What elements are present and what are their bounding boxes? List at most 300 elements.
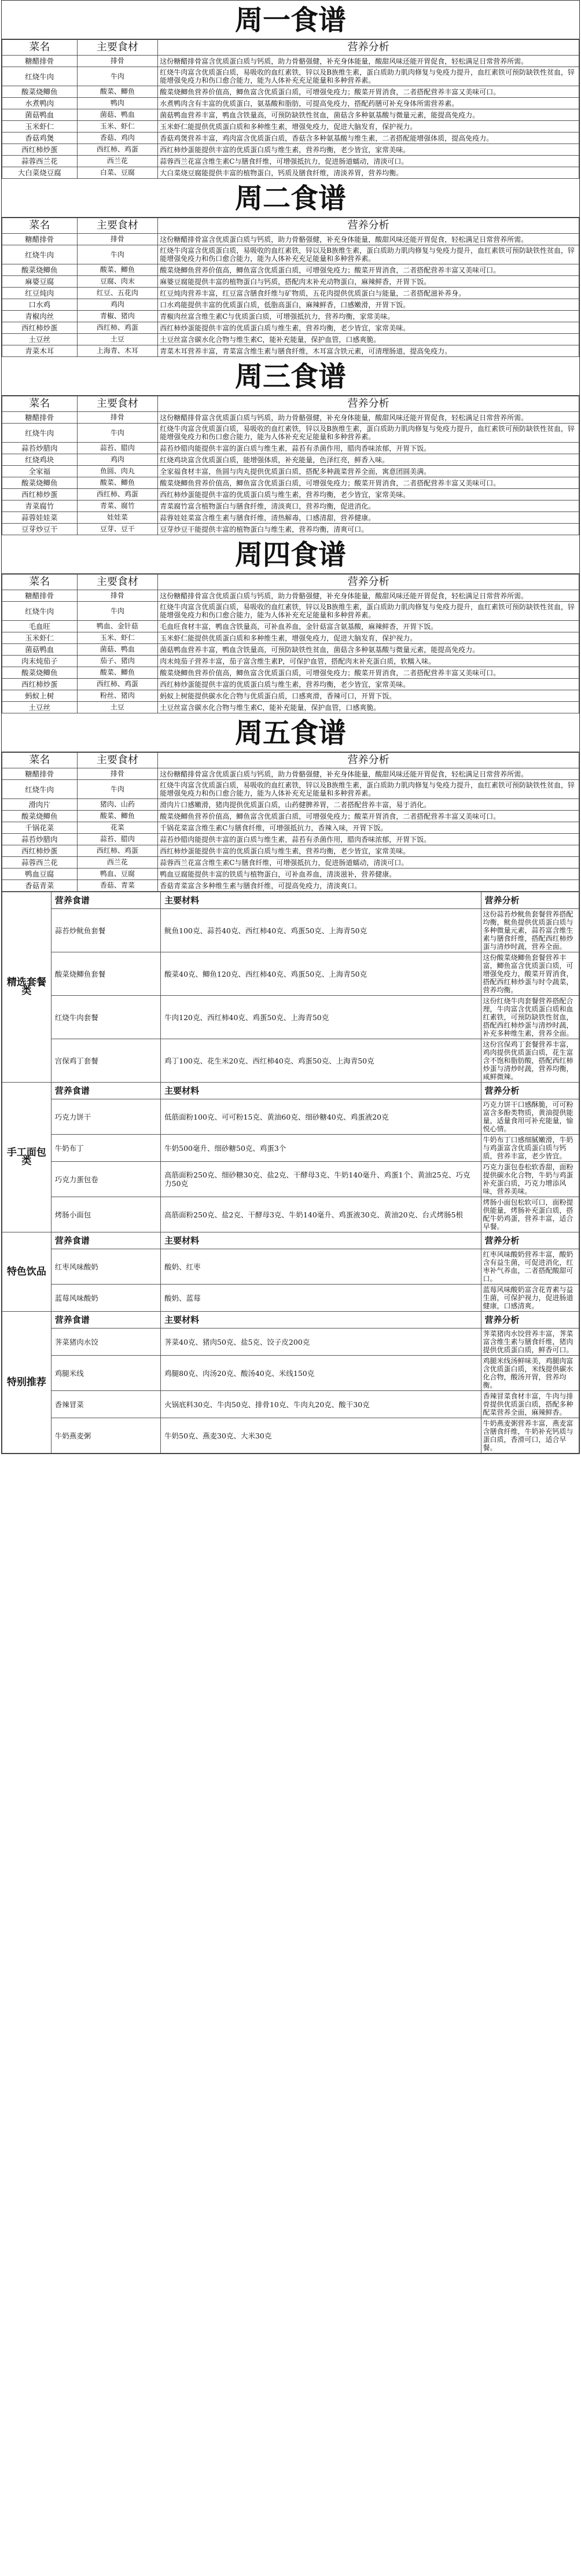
table-row (2, 322, 579, 334)
main-ingredients: 西兰花 (77, 156, 158, 167)
main-ingredients: 排骨 (77, 768, 158, 780)
recipe-analysis: 鸡腿米线汤鲜味美，鸡腿肉富含优质蛋白质，米线提供碳水化合物，酸汤开胃，营养均衡。 (481, 1356, 579, 1391)
nutrition-analysis: 蒜蓉西兰花富含维生素C与膳食纤维，可增强抵抗力，促进肠道蠕动，清淡可口。 (158, 156, 579, 167)
recipe-analysis: 这份酸菜烧鲫鱼套餐营养丰富，鲫鱼富含优质蛋白质，可增强免疫力，酸菜开胃消食，搭配西红柿炒蛋与时令蔬菜，营养均衡。 (481, 952, 579, 996)
main-ingredients: 蒜苔、腊肉 (77, 443, 158, 454)
table-row (2, 857, 579, 869)
dish-name: 红烧牛肉 (2, 67, 78, 86)
table-row (2, 1285, 579, 1312)
recipe-materials: 火锅底料30克、牛肉50克、排骨10克、牛肉丸20克、酸干30克 (161, 1391, 481, 1418)
table-row (2, 632, 579, 644)
recipe-name: 蒜苔炒鱿鱼套餐 (51, 909, 160, 952)
recipe-name: 红烧牛肉套餐 (51, 996, 160, 1039)
main-ingredients: 西兰花 (77, 857, 158, 869)
table-row (2, 412, 579, 424)
nutrition-analysis: 酸菜烧鲫鱼营养价值高，鲫鱼富含优质蛋白质，可增强免疫力；酸菜开胃消食，二者搭配营养丰富又美味可口。 (158, 477, 579, 489)
dish-name: 红烧鸡块 (2, 454, 78, 466)
table-row (2, 644, 579, 656)
nutrition-analysis: 西红柿炒蛋能提供丰富的优质蛋白质与维生素，营养均衡，老少皆宜，家常美味。 (158, 679, 579, 690)
main-ingredients: 鸭肉 (77, 98, 158, 109)
table-row (2, 1418, 579, 1453)
header-main-ingredients: 主要食材 (77, 575, 158, 590)
nutrition-analysis: 酸菜烧鲫鱼营养价值高，鲫鱼富含优质蛋白质，可增强免疫力；酸菜开胃消食，二者搭配营养丰富又美味可口。 (158, 86, 579, 98)
recipe-name: 牛奶燕麦粥 (51, 1418, 160, 1453)
table-row (2, 1135, 579, 1162)
special-header-row (2, 1312, 579, 1329)
nutrition-analysis: 红烧牛肉富含优质蛋白质，易吸收的血红素铁，锌以及B族维生素，蛋白质助力肌肉修复与免疫力提升，血红素铁可预防缺铁性贫血，锌能增强免疫力和伤口愈合能力，能为人体补充充足能量和多种营养素。 (158, 602, 579, 621)
header-nutrition-analysis: 营养分析 (158, 575, 579, 590)
table-row (2, 1329, 579, 1356)
recipe-name: 烤肠小面包 (51, 1197, 160, 1232)
recipe-name: 巧克力饼干 (51, 1099, 160, 1135)
main-ingredients: 西红柿、鸡蛋 (77, 144, 158, 156)
table-row (2, 834, 579, 845)
dish-name: 酸菜烧鲫鱼 (2, 811, 78, 822)
recipe-name: 香辣冒菜 (51, 1391, 160, 1418)
nutrition-analysis: 西红柿炒蛋能提供丰富的优质蛋白质与维生素，营养均衡，老少皆宜，家常美味。 (158, 845, 579, 857)
nutrition-analysis: 土豆丝富含碳水化合物与维生素C，能补充能量，保护血管，口感爽脆。 (158, 334, 579, 345)
main-ingredients: 花菜 (77, 822, 158, 834)
recipe-materials: 酸菜40克、鲫鱼120克、西红柿40克、鸡蛋50克、上海青50克 (161, 952, 481, 996)
week-menu-table (2, 574, 579, 713)
table-row (2, 121, 579, 133)
dish-name: 糖醋排骨 (2, 412, 78, 424)
table-row (2, 454, 579, 466)
dish-name: 蒜蓉娃娃菜 (2, 512, 78, 524)
header-analysis: 营养分析 (481, 1312, 579, 1329)
recipe-materials: 牛肉120克、西红柿40克、鸡蛋50克、上海青50克 (161, 996, 481, 1039)
main-ingredients: 鱼圆、肉丸 (77, 466, 158, 477)
header-analysis: 营养分析 (481, 1232, 579, 1249)
header-materials: 主要材料 (161, 1232, 481, 1249)
main-ingredients: 香菇、鸡肉 (77, 133, 158, 144)
table-row (2, 345, 579, 357)
main-ingredients: 猪肉、山药 (77, 799, 158, 811)
header-nutrition-analysis: 营养分析 (158, 218, 579, 234)
nutrition-analysis: 红烧牛肉富含优质蛋白质，易吸收的血红素铁，锌以及B族维生素，蛋白质助力肌肉修复与免疫力提升，血红素铁可预防缺铁性贫血，锌能增强免疫力和伤口愈合能力，能为人体补充充足能量和多种营养素。 (158, 780, 579, 799)
table-header-row (2, 753, 579, 768)
main-ingredients: 牛肉 (77, 602, 158, 621)
nutrition-analysis: 菌菇鸭血营养丰富，鸭血含铁量高，可预防缺铁性贫血，菌菇含多种氨基酸与微量元素，能提高免疫力。 (158, 109, 579, 121)
table-row (2, 67, 579, 86)
nutrition-analysis: 蒜苔炒腊肉能提供丰富的蛋白质与维生素，蒜苔有杀菌作用，腊肉香味浓郁，开胃下饭。 (158, 443, 579, 454)
main-ingredients: 酸菜、鲫鱼 (77, 264, 158, 276)
recipe-analysis: 蓝莓风味酸奶富含花青素与益生菌，可保护视力，促进肠道健康，口感清爽。 (481, 1285, 579, 1312)
main-ingredients: 豆芽、豆干 (77, 524, 158, 535)
dish-name: 青菜木耳 (2, 345, 78, 357)
main-ingredients: 玉米、虾仁 (77, 121, 158, 133)
table-row (2, 56, 579, 67)
week-section (2, 1, 579, 179)
nutrition-analysis: 蒜苔炒腊肉能提供丰富的蛋白质与维生素，蒜苔有杀菌作用，腊肉香味浓郁，开胃下饭。 (158, 834, 579, 845)
main-ingredients: 菌菇、鸭血 (77, 109, 158, 121)
special-header-row (2, 1232, 579, 1249)
dish-name: 蒜苔炒腊肉 (2, 443, 78, 454)
week-menu-table (2, 752, 579, 892)
recipe-analysis: 香辣冒菜食材丰富，牛肉与排骨提供优质蛋白质，搭配多种配菜营养全面，麻辣鲜香。 (481, 1391, 579, 1418)
table-row (2, 880, 579, 892)
dish-name: 滑肉片 (2, 799, 78, 811)
table-row (2, 1099, 579, 1135)
table-row (2, 1197, 579, 1232)
header-main-ingredients: 主要食材 (77, 396, 158, 412)
week-section (2, 713, 579, 892)
recipe-analysis: 红枣风味酸奶营养丰富，酸奶含有益生菌，可促进消化，红枣补气养血，二者搭配酸甜可口。 (481, 1249, 579, 1285)
main-ingredients: 酸菜、鲫鱼 (77, 667, 158, 679)
recipe-materials: 高筋面粉250克、盐2克、干酵母3克、牛奶140毫升、鸡蛋液30克、黄油20克、台式烤肠5根 (161, 1197, 481, 1232)
table-row (2, 702, 579, 713)
table-row (2, 602, 579, 621)
main-ingredients: 牛肉 (77, 780, 158, 799)
dish-name: 麻婆豆腐 (2, 276, 78, 288)
nutrition-analysis: 千锅花菜富含维生素C与膳食纤维，可增强抵抗力，香辣入味，开胃下饭。 (158, 822, 579, 834)
dish-name: 红烧牛肉 (2, 602, 78, 621)
header-nutrition-analysis: 营养分析 (158, 396, 579, 412)
table-row (2, 334, 579, 345)
recipe-name: 宫保鸡丁套餐 (51, 1039, 160, 1083)
table-row (2, 512, 579, 524)
dish-name: 青菜腐竹 (2, 501, 78, 512)
table-row (2, 501, 579, 512)
table-row (2, 952, 579, 996)
table-row (2, 144, 579, 156)
week-title: 周二食谱 (2, 179, 579, 218)
header-dish-name: 菜名 (2, 396, 78, 412)
main-ingredients: 西红柿、鸡蛋 (77, 489, 158, 501)
recipe-materials: 低筋面粉100克、可可粉15克、黄油60克、细砂糖40克、鸡蛋液20克 (161, 1099, 481, 1135)
week-menu-table (2, 39, 579, 179)
main-ingredients: 菌菇、鸭血 (77, 644, 158, 656)
dish-name: 西红柿炒蛋 (2, 144, 78, 156)
week-title: 周三食谱 (2, 357, 579, 396)
recipe-materials: 牛奶50克、燕麦30克、大米30克 (161, 1418, 481, 1453)
table-row (2, 167, 579, 179)
header-materials: 主要材料 (161, 892, 481, 909)
nutrition-analysis: 青菜腐竹富含植物蛋白与膳食纤维，清淡爽口，营养均衡，促进消化。 (158, 501, 579, 512)
dish-name: 西红柿炒蛋 (2, 489, 78, 501)
main-ingredients: 牛肉 (77, 67, 158, 86)
recipe-materials: 荠菜40克、猪肉50克、盐5克、饺子皮200克 (161, 1329, 481, 1356)
nutrition-analysis: 水煮鸭肉含有丰富的优质蛋白，氨基酸和脂肪，可提高免疫力，搭配药膳可补充身体所需营养素。 (158, 98, 579, 109)
dish-name: 糖醋排骨 (2, 768, 78, 780)
table-row (2, 667, 579, 679)
dish-name: 酸菜烧鲫鱼 (2, 477, 78, 489)
dish-name: 蒜苔炒腊肉 (2, 834, 78, 845)
nutrition-analysis: 口水鸡能提供丰富的优质蛋白质，低脂高蛋白，麻辣鲜香，口感嫩滑，开胃下饭。 (158, 299, 579, 311)
dish-name: 酸菜烧鲫鱼 (2, 667, 78, 679)
table-row (2, 264, 579, 276)
nutrition-analysis: 菌菇鸭血营养丰富，鸭血含铁量高，可预防缺铁性贫血，菌菇含多种氨基酸与微量元素，能提高免疫力。 (158, 644, 579, 656)
recipe-analysis: 荠菜猪肉水饺营养丰富，荠菜富含维生素与膳食纤维，猪肉提供优质蛋白质，鲜香可口。 (481, 1329, 579, 1356)
table-row (2, 299, 579, 311)
main-ingredients: 西红柿、鸡蛋 (77, 845, 158, 857)
header-nutrition-analysis: 营养分析 (158, 40, 579, 56)
table-row (2, 524, 579, 535)
header-recipe: 营养食谱 (51, 892, 160, 909)
nutrition-analysis: 红豆炖肉营养丰富，红豆富含膳食纤维与矿物质，五花肉提供优质蛋白与能量，二者搭配滋补养身。 (158, 288, 579, 299)
nutrition-analysis: 蒜蓉西兰花富含维生素C与膳食纤维，可增强抵抗力，促进肠道蠕动，清淡可口。 (158, 857, 579, 869)
week-section (2, 179, 579, 357)
recipe-materials: 高筋面粉250克、细砂糖30克、盐2克、干酵母3克、牛奶140毫升、鸡蛋1个、黄油25克、巧克力50克 (161, 1162, 481, 1197)
dish-name: 西红柿炒蛋 (2, 679, 78, 690)
table-row (2, 86, 579, 98)
dish-name: 糖醋排骨 (2, 56, 78, 67)
header-dish-name: 菜名 (2, 40, 78, 56)
dish-name: 糖醋排骨 (2, 234, 78, 245)
dish-name: 土豆丝 (2, 702, 78, 713)
table-row (2, 845, 579, 857)
week-section (2, 535, 579, 713)
recipe-name: 荠菜猪肉水饺 (51, 1329, 160, 1356)
dish-name: 蒜蓉西兰花 (2, 156, 78, 167)
dish-name: 香菇鸡煲 (2, 133, 78, 144)
recipe-analysis: 牛奶布丁口感细腻嫩滑，牛奶与鸡蛋富含优质蛋白质与钙质，营养丰富，老少皆宜。 (481, 1135, 579, 1162)
nutrition-analysis: 肉末炖茄子营养丰富，茄子富含维生素P，可保护血管，搭配肉末补充蛋白质，软糯入味。 (158, 656, 579, 667)
table-row (2, 656, 579, 667)
table-row (2, 443, 579, 454)
main-ingredients: 豆腐、肉末 (77, 276, 158, 288)
main-ingredients: 青菜、腐竹 (77, 501, 158, 512)
table-row (2, 590, 579, 602)
week-title: 周四食谱 (2, 535, 579, 574)
dish-name: 蒜蓉西兰花 (2, 857, 78, 869)
table-row (2, 996, 579, 1039)
main-ingredients: 鸡肉 (77, 454, 158, 466)
nutrition-analysis: 香菇鸡煲营养丰富，鸡肉富含优质蛋白质，香菇含多种氨基酸与维生素，二者搭配能增强体质，提高免疫力。 (158, 133, 579, 144)
main-ingredients: 酸菜、鲫鱼 (77, 477, 158, 489)
header-materials: 主要材料 (161, 1083, 481, 1099)
main-ingredients: 鸭血、金针菇 (77, 621, 158, 632)
nutrition-analysis: 酸菜烧鲫鱼营养价值高，鲫鱼富含优质蛋白质，可增强免疫力；酸菜开胃消食，二者搭配营养丰富又美味可口。 (158, 667, 579, 679)
category-label: 特别推荐 (2, 1312, 52, 1453)
main-ingredients: 红豆、五花肉 (77, 288, 158, 299)
dish-name: 水煮鸭肉 (2, 98, 78, 109)
dish-name: 肉末炖茄子 (2, 656, 78, 667)
week-section (2, 357, 579, 535)
dish-name: 大白菜烧豆腐 (2, 167, 78, 179)
dish-name: 豆芽炒豆干 (2, 524, 78, 535)
nutrition-analysis: 这份糖醋排骨富含优质蛋白质与钙质，助力骨骼强健，补充身体能量，酸甜风味还能开胃促食，轻松满足日常营养所需。 (158, 590, 579, 602)
table-row (2, 780, 579, 799)
table-header-row (2, 40, 579, 56)
recipe-materials: 鱿鱼100克、蒜苔40克、西红柿40克、鸡蛋50克、上海青50克 (161, 909, 481, 952)
table-row (2, 690, 579, 702)
dish-name: 土豆丝 (2, 334, 78, 345)
nutrition-analysis: 滑肉片口感嫩滑，猪肉提供优质蛋白质，山药健脾养胃，二者搭配营养丰富，易于消化。 (158, 799, 579, 811)
header-dish-name: 菜名 (2, 575, 78, 590)
table-row (2, 477, 579, 489)
dish-name: 菌菇鸭血 (2, 109, 78, 121)
main-ingredients: 牛肉 (77, 424, 158, 443)
nutrition-analysis: 全家福食材丰富，鱼圆与肉丸提供优质蛋白质，搭配多种蔬菜营养全面，寓意团圆美满。 (158, 466, 579, 477)
table-row (2, 156, 579, 167)
main-ingredients: 排骨 (77, 56, 158, 67)
main-ingredients: 鸡肉 (77, 299, 158, 311)
nutrition-analysis: 玉米虾仁能提供优质蛋白质和多种维生素，增强免疫力，促进大脑发育，保护视力。 (158, 632, 579, 644)
nutrition-analysis: 西红柿炒蛋能提供丰富的优质蛋白质与维生素，营养均衡，老少皆宜，家常美味。 (158, 322, 579, 334)
main-ingredients: 土豆 (77, 702, 158, 713)
nutrition-analysis: 豆芽炒豆干能提供丰富的植物蛋白与维生素，营养均衡，清爽可口。 (158, 524, 579, 535)
table-row (2, 768, 579, 780)
recipe-name: 巧克力蛋包卷 (51, 1162, 160, 1197)
dish-name: 青椒肉丝 (2, 311, 78, 322)
category-label: 手工面包类 (2, 1083, 52, 1232)
week-title: 周五食谱 (2, 713, 579, 752)
main-ingredients: 西红柿、鸡蛋 (77, 679, 158, 690)
recipe-materials: 鸡腿80克、肉汤20克、酸汤40克、米线150克 (161, 1356, 481, 1391)
nutrition-analysis: 红烧鸡块富含优质蛋白质，能增强体质，补充能量，色泽红亮，鲜香入味。 (158, 454, 579, 466)
table-header-row (2, 218, 579, 234)
table-header-row (2, 575, 579, 590)
recipe-name: 红枣风味酸奶 (51, 1249, 160, 1285)
main-ingredients: 西红柿、鸡蛋 (77, 322, 158, 334)
recipe-name: 鸡腿米线 (51, 1356, 160, 1391)
recipe-analysis: 牛奶燕麦粥营养丰富，燕麦富含膳食纤维，牛奶补充钙质与蛋白质，香滑可口，适合早餐。 (481, 1418, 579, 1453)
table-row (2, 276, 579, 288)
table-row (2, 234, 579, 245)
special-menu-table (2, 892, 579, 1453)
dish-name: 西红柿炒蛋 (2, 322, 78, 334)
table-row (2, 822, 579, 834)
table-row (2, 133, 579, 144)
nutrition-analysis: 香菇青菜富含多种维生素与膳食纤维，可提高免疫力，清淡爽口。 (158, 880, 579, 892)
main-ingredients: 蒜苔、腊肉 (77, 834, 158, 845)
main-ingredients: 娃娃菜 (77, 512, 158, 524)
menu-page (1, 0, 580, 1454)
nutrition-analysis: 青椒肉丝富含维生素C与优质蛋白质，可增强抵抗力，营养均衡，家常美味。 (158, 311, 579, 322)
dish-name: 酸菜烧鲫鱼 (2, 264, 78, 276)
table-row (2, 489, 579, 501)
dish-name: 蚂蚁上树 (2, 690, 78, 702)
week-menu-table (2, 396, 579, 535)
table-row (2, 909, 579, 952)
recipe-name: 牛奶布丁 (51, 1135, 160, 1162)
main-ingredients: 排骨 (77, 412, 158, 424)
nutrition-analysis: 酸菜烧鲫鱼营养价值高，鲫鱼富含优质蛋白质，可增强免疫力；酸菜开胃消食，二者搭配营养丰富又美味可口。 (158, 811, 579, 822)
dish-name: 全家福 (2, 466, 78, 477)
nutrition-analysis: 这份糖醋排骨富含优质蛋白质与钙质，助力骨骼强健，补充身体能量，酸甜风味还能开胃促食，轻松满足日常营养所需。 (158, 768, 579, 780)
header-dish-name: 菜名 (2, 753, 78, 768)
header-main-ingredients: 主要食材 (77, 753, 158, 768)
nutrition-analysis: 这份糖醋排骨富含优质蛋白质与钙质，助力骨骼强健，补充身体能量，酸甜风味还能开胃促食，轻松满足日常营养所需。 (158, 412, 579, 424)
nutrition-analysis: 这份糖醋排骨富含优质蛋白质与钙质，助力骨骼强健，补充身体能量，酸甜风味还能开胃促食，轻松满足日常营养所需。 (158, 56, 579, 67)
main-ingredients: 香菇、青菜 (77, 880, 158, 892)
main-ingredients: 牛肉 (77, 245, 158, 264)
table-row (2, 1162, 579, 1197)
main-ingredients: 粉丝、猪肉 (77, 690, 158, 702)
main-ingredients: 鸭血、豆腐 (77, 869, 158, 880)
main-ingredients: 排骨 (77, 590, 158, 602)
week-title: 周一食谱 (2, 1, 579, 39)
nutrition-analysis: 蒜蓉娃娃菜富含维生素与膳食纤维，清热解毒，口感清甜，营养健康。 (158, 512, 579, 524)
table-row (2, 311, 579, 322)
recipe-analysis: 这份红烧牛肉套餐营养搭配合理，牛肉富含优质蛋白质和血红素铁，可预防缺铁性贫血，搭配西红柿炒蛋与清炒时蔬，补充多种维生素，营养全面。 (481, 996, 579, 1039)
dish-name: 玉米虾仁 (2, 121, 78, 133)
week-menu-table (2, 218, 579, 357)
nutrition-analysis: 蚂蚁上树能提供碳水化合物与优质蛋白质，口感爽滑，香辣可口，开胃下饭。 (158, 690, 579, 702)
main-ingredients: 白菜、豆腐 (77, 167, 158, 179)
header-recipe: 营养食谱 (51, 1312, 160, 1329)
table-row (2, 1249, 579, 1285)
dish-name: 红豆炖肉 (2, 288, 78, 299)
header-main-ingredients: 主要食材 (77, 40, 158, 56)
table-row (2, 1356, 579, 1391)
table-row (2, 799, 579, 811)
nutrition-analysis: 玉米虾仁能提供优质蛋白质和多种维生素，增强免疫力，促进大脑发育，保护视力。 (158, 121, 579, 133)
dish-name: 菌菇鸭血 (2, 644, 78, 656)
table-row (2, 811, 579, 822)
main-ingredients: 土豆 (77, 334, 158, 345)
recipe-analysis: 巧克力饼干口感酥脆，可可粉富含多酚类物质，黄油提供能量，适量食用可补充能量，愉悦心情。 (481, 1099, 579, 1135)
nutrition-analysis: 红烧牛肉富含优质蛋白质，易吸收的血红素铁，锌以及B族维生素，蛋白质助力肌肉修复与免疫力提升，血红素铁可预防缺铁性贫血，锌能增强免疫力和伤口愈合能力，能为人体补充充足能量和多种营养素。 (158, 245, 579, 264)
main-ingredients: 玉米、虾仁 (77, 632, 158, 644)
nutrition-analysis: 土豆丝富含碳水化合物与维生素C，能补充能量，保护血管，口感爽脆。 (158, 702, 579, 713)
table-row (2, 98, 579, 109)
recipe-materials: 鸡丁100克、花生米20克、西红柿40克、鸡蛋50克、上海青50克 (161, 1039, 481, 1083)
recipe-materials: 酸奶、蓝莓 (161, 1285, 481, 1312)
nutrition-analysis: 大白菜烧豆腐能提供丰富的植物蛋白，钙质及膳食纤维，清淡养胃，营养均衡。 (158, 167, 579, 179)
nutrition-analysis: 麻婆豆腐能提供丰富的植物蛋白与钙质，搭配肉末补充动物蛋白，麻辣鲜香，开胃下饭。 (158, 276, 579, 288)
main-ingredients: 酸菜、鲫鱼 (77, 86, 158, 98)
dish-name: 香菇青菜 (2, 880, 78, 892)
table-row (2, 288, 579, 299)
header-recipe: 营养食谱 (51, 1083, 160, 1099)
header-recipe: 营养食谱 (51, 1232, 160, 1249)
category-label: 精选套餐类 (2, 892, 52, 1083)
dish-name: 玉米虾仁 (2, 632, 78, 644)
dish-name: 毛血旺 (2, 621, 78, 632)
header-analysis: 营养分析 (481, 1083, 579, 1099)
table-header-row (2, 396, 579, 412)
main-ingredients: 排骨 (77, 234, 158, 245)
table-row (2, 424, 579, 443)
header-dish-name: 菜名 (2, 218, 78, 234)
table-row (2, 245, 579, 264)
nutrition-analysis: 红烧牛肉富含优质蛋白质，易吸收的血红素铁，锌以及B族维生素，蛋白质助力肌肉修复与免疫力提升，血红素铁可预防缺铁性贫血，锌能增强免疫力和伤口愈合能力，能为人体补充充足能量和多种营养素。 (158, 67, 579, 86)
dish-name: 西红柿炒蛋 (2, 845, 78, 857)
main-ingredients: 茄子、猪肉 (77, 656, 158, 667)
nutrition-analysis: 毛血旺食材丰富，鸭血含铁量高，可补血养血，金针菇富含氨基酸，麻辣鲜香，开胃下饭。 (158, 621, 579, 632)
dish-name: 红烧牛肉 (2, 245, 78, 264)
recipe-materials: 酸奶、红枣 (161, 1249, 481, 1285)
recipe-name: 酸菜烧鲫鱼套餐 (51, 952, 160, 996)
special-header-row (2, 892, 579, 909)
main-ingredients: 青椒、猪肉 (77, 311, 158, 322)
recipe-analysis: 巧克力蛋包卷松软香甜，面粉提供碳水化合物，牛奶与鸡蛋补充蛋白质，巧克力增添风味，营养美味。 (481, 1162, 579, 1197)
dish-name: 口水鸡 (2, 299, 78, 311)
dish-name: 酸菜烧鲫鱼 (2, 86, 78, 98)
recipe-name: 蓝莓风味酸奶 (51, 1285, 160, 1312)
header-analysis: 营养分析 (481, 892, 579, 909)
nutrition-analysis: 鸭血豆腐能提供丰富的铁质与植物蛋白，可补血养血，清淡滋补，营养健康。 (158, 869, 579, 880)
category-label: 特色饮品 (2, 1232, 52, 1312)
dish-name: 糖醋排骨 (2, 590, 78, 602)
recipe-analysis: 这份宫保鸡丁套餐营养丰富，鸡肉提供优质蛋白质，花生富含不饱和脂肪酸，搭配西红柿炒蛋与清炒时蔬，营养均衡，咸鲜微辣。 (481, 1039, 579, 1083)
table-row (2, 679, 579, 690)
recipe-materials: 牛奶500毫升、细砂糖50克、鸡蛋3个 (161, 1135, 481, 1162)
nutrition-analysis: 这份糖醋排骨富含优质蛋白质与钙质，助力骨骼强健，补充身体能量，酸甜风味还能开胃促食，轻松满足日常营养所需。 (158, 234, 579, 245)
nutrition-analysis: 西红柿炒蛋能提供丰富的优质蛋白质与维生素，营养均衡，老少皆宜，家常美味。 (158, 144, 579, 156)
header-main-ingredients: 主要食材 (77, 218, 158, 234)
header-nutrition-analysis: 营养分析 (158, 753, 579, 768)
header-materials: 主要材料 (161, 1312, 481, 1329)
recipe-analysis: 烤肠小面包松软可口，面粉提供能量，烤肠补充蛋白质，搭配牛奶鸡蛋，营养丰富，适合早餐。 (481, 1197, 579, 1232)
nutrition-analysis: 西红柿炒蛋能提供丰富的优质蛋白质与维生素，营养均衡，老少皆宜，家常美味。 (158, 489, 579, 501)
nutrition-analysis: 红烧牛肉富含优质蛋白质，易吸收的血红素铁，锌以及B族维生素，蛋白质助力肌肉修复与免疫力提升，血红素铁可预防缺铁性贫血，锌能增强免疫力和伤口愈合能力，能为人体补充充足能量和多种营养素。 (158, 424, 579, 443)
table-row (2, 869, 579, 880)
table-row (2, 1391, 579, 1418)
nutrition-analysis: 青菜木耳营养丰富，青菜富含维生素与膳食纤维，木耳富含铁元素，可清理肠道，提高免疫力。 (158, 345, 579, 357)
